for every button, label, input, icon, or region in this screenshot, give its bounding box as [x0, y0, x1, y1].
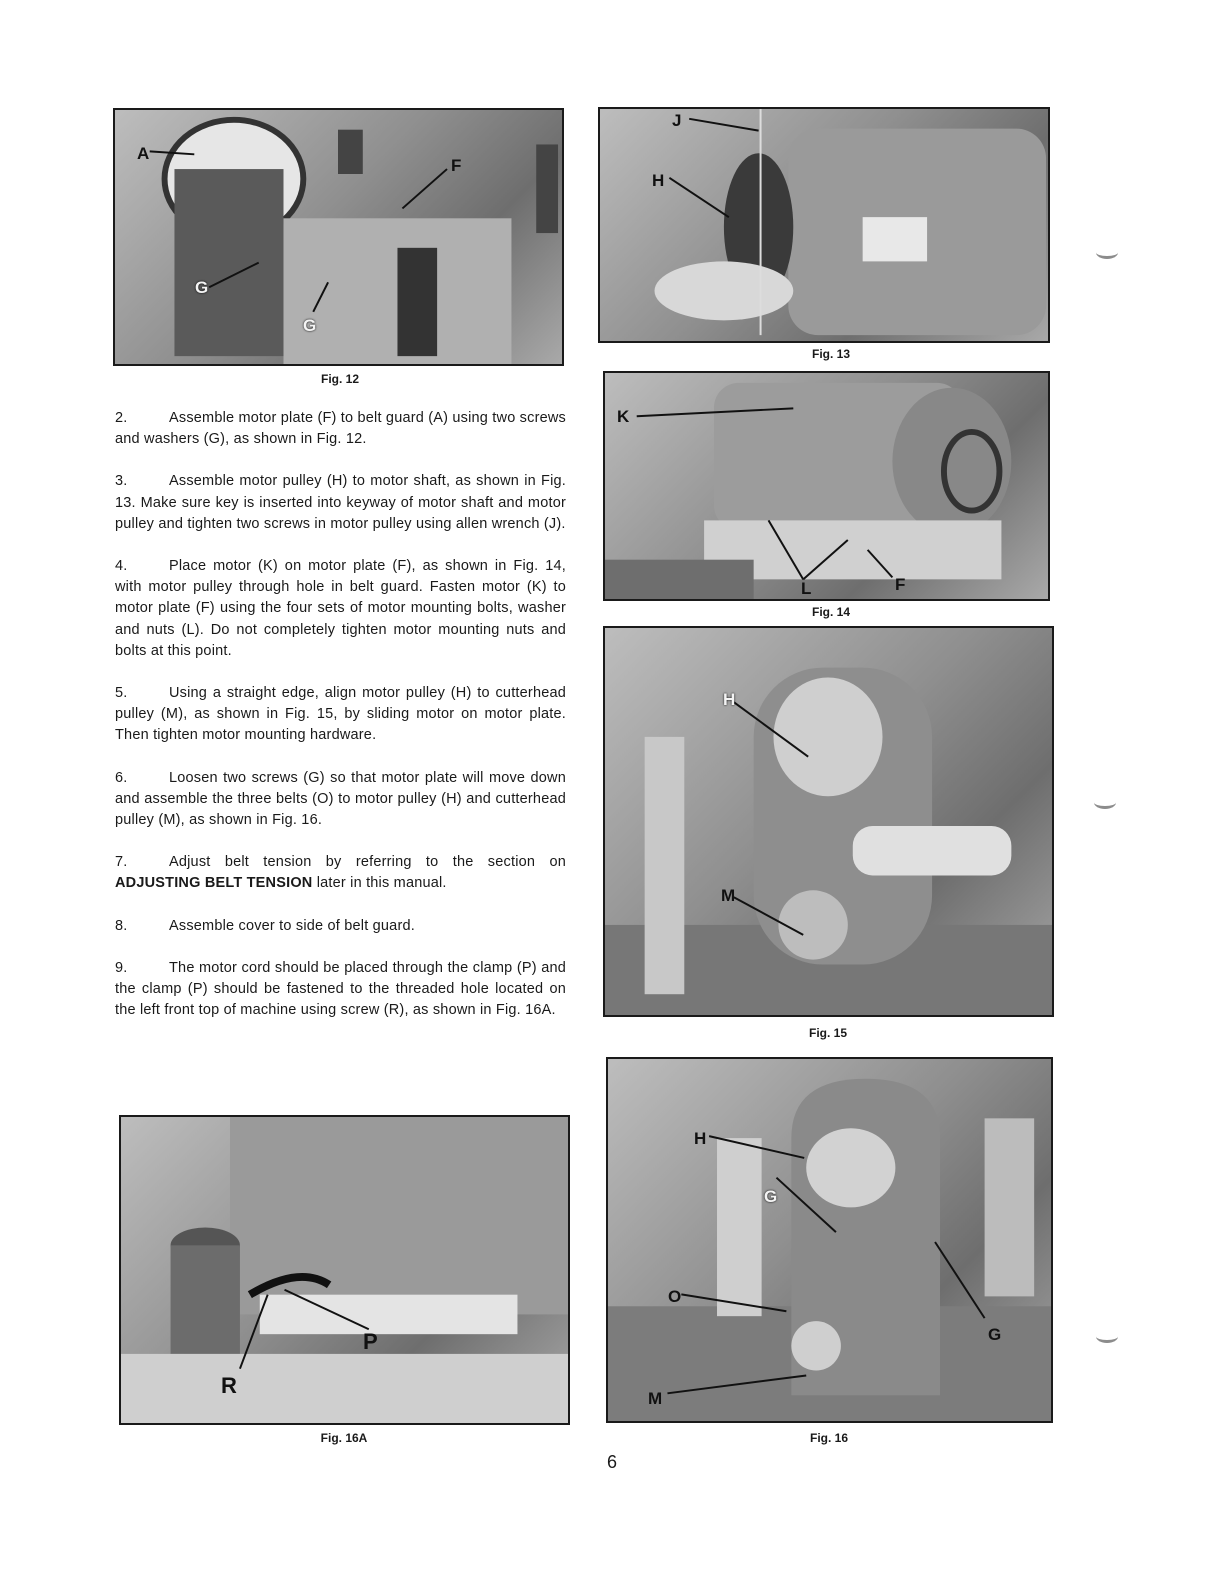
fig16-illustration: [608, 1059, 1051, 1421]
fig16-label-m: M: [648, 1389, 663, 1408]
fig13-caption: Fig. 13: [811, 347, 850, 361]
fig13-label-h: H: [652, 171, 665, 190]
fig12-caption: Fig. 12: [320, 372, 359, 386]
fig16a-label-p: P: [363, 1329, 378, 1354]
fig16a-illustration: [121, 1117, 568, 1423]
step-7: 7. Adjust belt tension by referring to the section on ADJUSTING BELT TENSION later in this manual.: [115, 854, 566, 892]
fig16a-photo: [119, 1115, 570, 1425]
binder-hole-mark-bottom: [1096, 1330, 1118, 1343]
fig16-caption: Fig. 16: [809, 1431, 848, 1445]
fig12-label-g2: G: [303, 316, 317, 335]
step-9: 9. The motor cord should be placed through the clamp (P) and the clamp (P) should be fastened to the threaded hole located on the left front top of machine using screw (R), as shown in Fig. 16A.: [115, 959, 566, 1019]
step-6: 6. Loosen two screws (G) so that motor plate will move down and assemble the three belts (O) to motor pulley (H) and cutterhead pulley (M), as shown in Fig. 16.: [115, 769, 566, 829]
binder-hole-mark-middle: [1094, 796, 1116, 809]
fig14-label-l: L: [801, 579, 812, 598]
binder-hole-mark-top: [1096, 246, 1118, 259]
fig14-label-f: F: [895, 575, 906, 594]
fig12-label-g1: G: [195, 278, 209, 297]
fig13-photo: [598, 107, 1050, 343]
fig12-label-a: A: [137, 144, 150, 163]
fig13-illustration: [600, 109, 1048, 341]
fig16-label-g2: G: [988, 1325, 1002, 1344]
instruction-steps: [115, 408, 566, 1042]
fig15-photo: [603, 626, 1054, 1017]
fig14-caption: Fig. 14: [811, 605, 850, 619]
step-4: 4. Place motor (K) on motor plate (F), as shown in Fig. 14, with motor pulley through hole in belt guard. Fasten motor (K) to motor plate (F) using the four sets of motor mounting bolts, washer and nuts (L). Do not completely tighten motor mounting nuts and bolts at this point.: [115, 558, 566, 659]
step-8: 8. Assemble cover to side of belt guard.: [115, 917, 415, 934]
fig14-photo: [603, 371, 1050, 601]
fig15-label-h: H: [723, 690, 736, 709]
page-number: 6: [606, 1452, 617, 1472]
fig16-label-g1: G: [764, 1187, 778, 1206]
fig16a-label-r: R: [221, 1373, 237, 1398]
fig15-illustration: [605, 628, 1052, 1015]
fig16-label-h: H: [694, 1129, 707, 1148]
fig16a-caption: Fig. 16A: [320, 1431, 368, 1445]
fig14-label-k: K: [617, 407, 630, 426]
fig12-label-f: F: [451, 156, 462, 175]
fig13-label-j: J: [672, 111, 682, 130]
step-5: 5. Using a straight edge, align motor pulley (H) to cutterhead pulley (M), as shown in Fig. 15, by sliding motor on motor plate. Then tighten motor mounting hardware.: [115, 685, 566, 744]
step-2: 2. Assemble motor plate (F) to belt guard (A) using two screws and washers (G), as shown in Fig. 12.: [115, 410, 566, 448]
step-3: 3. Assemble motor pulley (H) to motor shaft, as shown in Fig. 13. Make sure key is inserted into keyway of motor shaft and motor pulley and tighten two screws in motor pulley using allen wrench (J).: [115, 473, 566, 532]
adjusting-belt-tension-reference: ADJUSTING BELT TENSION: [115, 875, 313, 892]
fig16-label-o: O: [668, 1287, 682, 1306]
fig12-illustration: [115, 110, 562, 364]
fig14-illustration: [605, 373, 1048, 599]
fig16-photo: [606, 1057, 1053, 1423]
fig15-caption: Fig. 15: [808, 1026, 847, 1040]
fig12-photo: [113, 108, 564, 366]
fig15-label-m: M: [721, 886, 736, 905]
